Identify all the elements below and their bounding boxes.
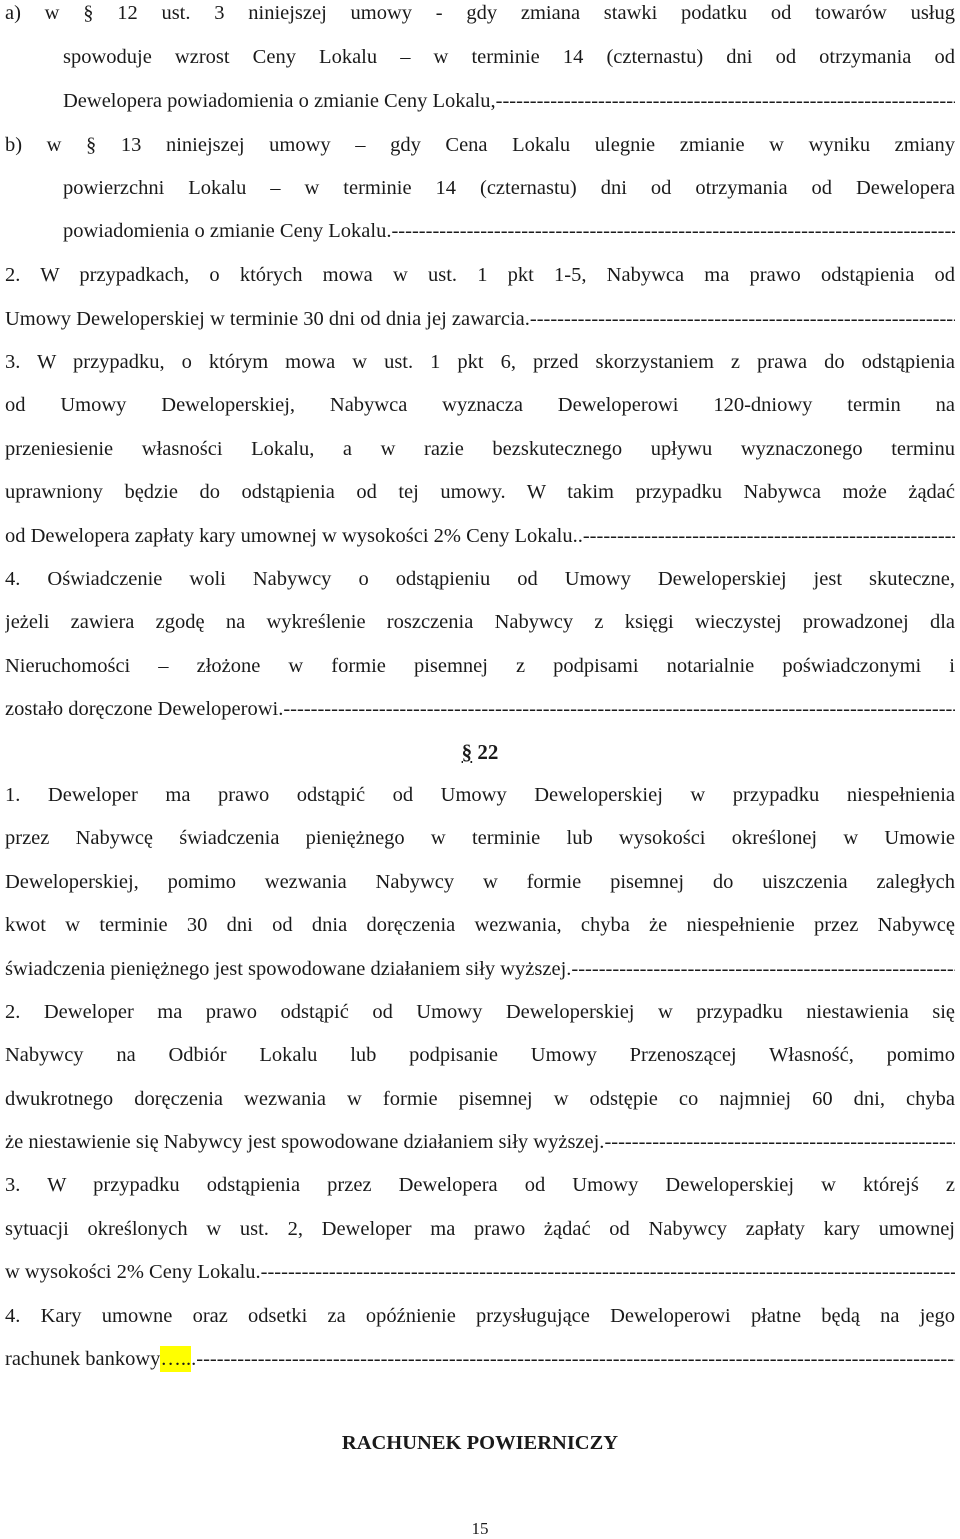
text-line: kwot w terminie 30 dni od dnia doręczenia wezwania, chyba że niespełnienie przez Nabywcę (5, 914, 955, 936)
text-line: 2. W przypadkach, o których mowa w ust. 1 pkt 1-5, Nabywca ma prawo odstąpienia od (5, 264, 955, 286)
text-line: 3. W przypadku odstąpienia przez Dewelopera od Umowy Deweloperskiej w którejś z (5, 1174, 955, 1196)
text-line: dwukrotnego doręczenia wezwania w formie pisemnej w odstępie co najmniej 60 dni, chyba (5, 1088, 955, 1110)
text-line: od Dewelopera zapłaty kary umownej w wysokości 2% Ceny Lokalu.. ----- (5, 523, 955, 549)
page-number: 15 (471, 1519, 489, 1538)
text-line: uprawniony będzie do odstąpienia od tej umowy. W takim przypadku Nabywca może żądać (5, 481, 955, 503)
text-line: powiadomienia o zmianie Ceny Lokalu. ----- (63, 218, 955, 244)
text-line: 3. W przypadku, o którym mowa w ust. 1 pkt 6, przed skorzystaniem z prawa do odstąpienia (5, 351, 955, 373)
text-line: 4. Kary umowne oraz odsetki za opóźnienie przysługujące Deweloperowi płatne będą na jego (5, 1305, 955, 1327)
text-line: Nabywcy na Odbiór Lokalu lub podpisanie Umowy Przenoszącej Własność, pomimo (5, 1044, 955, 1066)
section-symbol: § (461, 740, 473, 764)
section-heading (0, 738, 960, 766)
text-line: od Umowy Deweloperskiej, Nabywca wyznacza Deweloperowi 120-dniowy termin na (5, 394, 955, 416)
text-line: 2. Deweloper ma prawo odstąpić od Umowy Deweloperskiej w przypadku niestawienia się (5, 1001, 955, 1023)
text-line: Deweloperskiej, pomimo wezwania Nabywcy w formie pisemnej do uiszczenia zaległych (5, 871, 955, 893)
text-line: b) w § 13 niniejszej umowy – gdy Cena Lokalu ulegnie zmianie w wyniku zmiany (5, 134, 955, 156)
text-line: zostało doręczone Deweloperowi. ----- (5, 696, 955, 722)
text-line: 1. Deweloper ma prawo odstąpić od Umowy Deweloperskiej w przypadku niespełnienia (5, 784, 955, 806)
text-line: Dewelopera powiadomienia o zmianie Ceny Lokalu, ----- (63, 88, 955, 114)
text-line: 4. Oświadczenie woli Nabywcy o odstąpieniu od Umowy Deweloperskiej jest skuteczne, (5, 568, 955, 590)
text-line: powierzchni Lokalu – w terminie 14 (czternastu) dni od otrzymania od Dewelopera (63, 177, 955, 199)
highlighted-placeholder: ….. (160, 1348, 192, 1370)
text-line: spowoduje wzrost Ceny Lokalu – w terminie 14 (czternastu) dni od otrzymania od (63, 46, 955, 68)
section-number: 22 (477, 740, 499, 764)
text-line: świadczenia pieniężnego jest spowodowane działaniem siły wyższej. ----- (5, 956, 955, 982)
text-line: przeniesienie własności Lokalu, a w razie bezskutecznego upływu wyznaczonego terminu (5, 438, 955, 460)
text-line: a) w § 12 ust. 3 niniejszej umowy - gdy zmiana stawki podatku od towarów usług (5, 2, 955, 24)
text-line: że niestawienie się Nabywcy jest spowodowane działaniem siły wyższej. ----- (5, 1129, 955, 1155)
text-line: jeżeli zawiera zgodę na wykreślenie roszczenia Nabywcy z księgi wieczystej prowadzonej dla (5, 611, 955, 633)
text-line: rachunek bankowy ….. . ----- (5, 1346, 955, 1372)
text-line: przez Nabywcę świadczenia pieniężnego w terminie lub wysokości określonej w Umowie (5, 827, 955, 849)
text-line: Nieruchomości – złożone w formie pisemnej z podpisami notarialnie poświadczonymi i (5, 655, 955, 677)
text-line: Umowy Deweloperskiej w terminie 30 dni od dnia jej zawarcia. ----- (5, 306, 955, 332)
heading-rachunek-powierniczy: RACHUNEK POWIERNICZY (341, 1432, 619, 1454)
text-line: w wysokości 2% Ceny Lokalu. ----- (5, 1259, 955, 1285)
text-line: sytuacji określonych w ust. 2, Deweloper ma prawo żądać od Nabywcy zapłaty kary umownej (5, 1218, 955, 1240)
